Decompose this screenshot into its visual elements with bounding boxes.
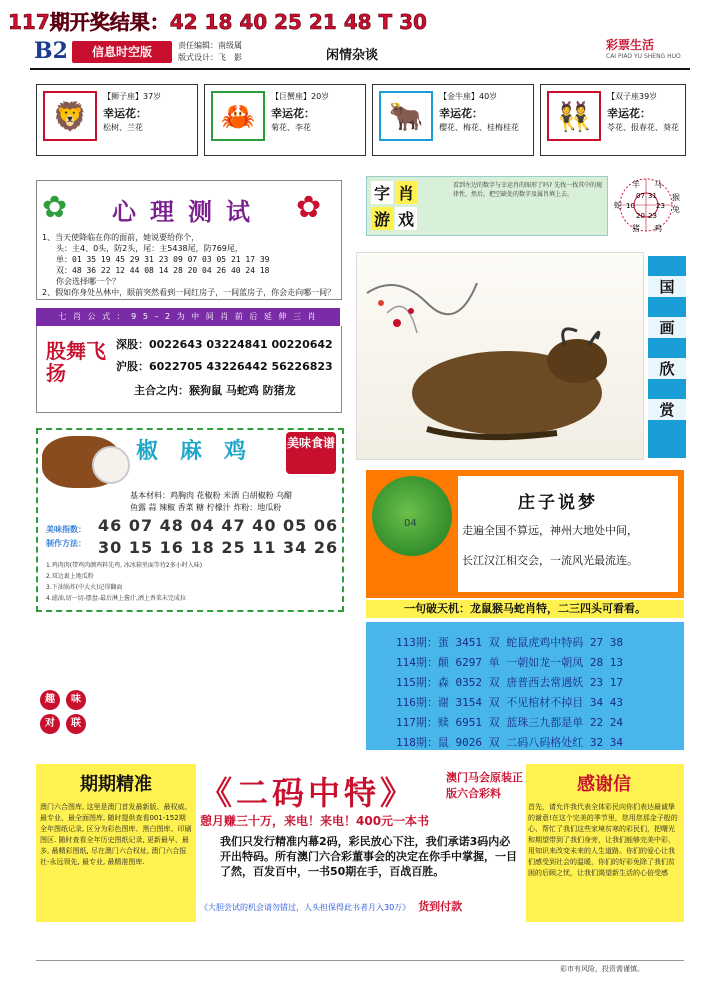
record-row: 117期：赎 6951 双 蓝珠三九都是单 22 24: [396, 716, 623, 729]
side-char: 赏: [648, 399, 686, 420]
wheel-number: 23: [656, 202, 665, 210]
step-4: 4.滤油,切一切-摆盘-最后淋上酱汁,洒上香菜末完成拉: [46, 595, 186, 602]
side-char: 画: [648, 317, 686, 338]
column-banner: 信息时空版: [72, 41, 172, 63]
step-2: 2.双边裹上地瓜粉: [46, 573, 94, 580]
flavor-index-label: 美味指数：: [46, 525, 86, 534]
zodiac-puzzle: [366, 176, 608, 236]
puzzle-instructions: 看到左边的数字与幸运肖的图形了吗? 先找一找其中的规律性，然后，把空缺处的数字及属肖填上去。: [453, 182, 603, 198]
zhuangzi-title: 庄子说梦: [518, 493, 598, 513]
number-row-2: 30 15 16 18 25 11 34 26: [98, 538, 339, 557]
couplet-char: 味: [66, 690, 86, 710]
wheel-label: 羊: [632, 180, 640, 189]
question-1-choice: 你会选择哪一个？: [56, 277, 120, 286]
psych-test-body: [42, 232, 338, 298]
lucky-flower-label: 幸运花：: [103, 107, 147, 120]
wheel-number: 23: [648, 212, 657, 220]
promo-section: [36, 764, 684, 922]
shanghai-stocks: 沪股：6022705 43226442 56226823: [116, 360, 333, 373]
wheel-label: 马: [654, 180, 662, 189]
ingredients: [130, 490, 338, 514]
ad-headline: 《二码中特》: [200, 774, 417, 812]
ad-side-text: 澳门马会原装正版六合彩料: [446, 771, 523, 800]
head-tail-row: 头：主4、0头，防2头，尾：主5438尾，防769尾，: [56, 244, 243, 253]
record-row: 118期：鼠 9026 双 二码八码格处红 32 34: [396, 736, 623, 749]
main-zodiac: 主合之内：猴狗鼠 马蛇鸡 防猪龙: [134, 384, 296, 397]
lucky-flower-label: 幸运花：: [271, 107, 315, 120]
lucky-flowers: 菊花、李花: [271, 123, 311, 132]
zodiac-card-cancer: [204, 84, 366, 156]
side-char: 欣: [648, 358, 686, 379]
record-row: 113期：蛋 3451 双 蛇鼠虎鸡中特码 27 38: [396, 636, 623, 649]
zodiac-card-gemini: [540, 84, 686, 156]
step-1: 1.鸡肉肉(带鸡肉颜鸡料先鸡, 冰冰箱里面等待2多小时入味): [46, 562, 203, 569]
wheel-label: 蛇: [614, 201, 622, 210]
clover-icon: ✿: [42, 190, 68, 225]
wheel-label: 猴: [672, 193, 680, 202]
question-1: 1、当天使降临在你的面前，她说要给你个，: [42, 233, 200, 242]
wheel-number: 10: [626, 202, 635, 210]
record-row: 116期：谢 3154 双 不见棺材不掉目 34 43: [396, 696, 623, 709]
flower-icon: ✿: [296, 190, 322, 225]
poem-line-1: 走遍全国不算远，神州大地处中间，: [462, 524, 638, 537]
wheel-label: 鸡: [654, 224, 662, 233]
wheel-number: 31: [648, 192, 657, 200]
zhuangzi-text-panel: [458, 476, 678, 592]
credits: [178, 40, 242, 64]
question-2: 2、假如你身处丛林中，眼前突然看到一间红房子，一间蓝房子，你会走向哪一间？: [42, 288, 336, 297]
zhuangzi-box: [366, 470, 684, 598]
accuracy-title: 期期精准: [80, 774, 152, 795]
step-3: 3.下油锅炸(中大火)记得翻面: [46, 584, 123, 591]
bull-icon: 🐂: [379, 91, 433, 141]
page-code: B2: [34, 38, 68, 64]
lotus-leaf-image: [372, 476, 452, 556]
designer-credit: 版式设计：飞 影: [178, 53, 242, 62]
method-label: 制作方法：: [46, 539, 86, 548]
footer-divider: [36, 960, 684, 961]
lucky-flowers: 苓花、报春花、葵花: [607, 123, 679, 132]
zodiac-sign: 【金牛座】40岁: [439, 92, 498, 101]
couplet-char: 趣: [40, 690, 60, 710]
couplet-char: 对: [40, 714, 60, 734]
crab-icon: 🦀: [211, 91, 265, 141]
puzzle-char: 字: [371, 181, 393, 204]
logo-subtext: CAI PIAO YU SHENG HUO: [606, 53, 681, 60]
zodiac-sign: 【狮子座】37岁: [103, 92, 162, 101]
lion-icon: 🦁: [43, 91, 97, 141]
record-row: 115期：森 0352 双 唐普西去常遇妖 23 17: [396, 676, 623, 689]
number-row-1: 46 07 48 04 47 40 05 06: [98, 516, 339, 535]
even-numbers-row: 双：48 36 22 12 44 08 14 28 20 04 26 40 24 18: [56, 266, 270, 275]
period-records: [366, 622, 684, 750]
thanks-text: 首先，请允许我代表全体彩民向你们表达最诚挚的谢意!在这个完美的季节里，您用您那金子般的心、帮忙了我们这些家境贫寒的彩民们，把曙光和期望带到了我们身旁，让我们能够完美中彩，用知识来改变未来的人生道路。你们的爱心让我们感受到社会的温暖，你们的好彩免除了我们贫困的后顾之忧，让我们渴望新生活的心倍受感: [528, 803, 678, 877]
lucky-flowers: 松树、兰花: [103, 123, 143, 132]
side-char: 国: [648, 276, 686, 297]
stock-logo: 股舞飞扬: [46, 339, 106, 385]
wheel-number: 07: [636, 192, 645, 200]
recipe-badge: 美味食谱: [286, 432, 336, 474]
accuracy-text: 澳门六合图库, 这里是澳门首发最新版、最权威、最专业、最全面图库, 随时提供查看001-152期全年图纸记录, 区分为彩色图库、黑白图库、印刷图区. 随时查看全年历史图纸记录, 更新最早、最多, 最精彩图纸, 尽在澳门六合权址, 澳门六合报社-永远领先, 最专业, 最精准图库.: [40, 803, 192, 866]
logo-text: 彩票生活: [606, 38, 655, 52]
puzzle-char: 肖: [395, 181, 417, 204]
ingredients-line-2: 鱼露 蒜 辣椒 香菜 糖 柠檬汁 炸粉：地瓜粉: [130, 503, 282, 512]
zodiac-sign: 【巨蟹座】20岁: [271, 92, 330, 101]
zodiac-card-taurus: [372, 84, 534, 156]
ingredients-line-1: 基本材料：鸡胸肉 花椒粉 米酒 白胡椒粉 乌醋: [130, 491, 293, 500]
poem-line-2: 长江汉江相交会，一流风光最流连。: [462, 554, 638, 567]
thanks-title: 感谢信: [577, 774, 631, 795]
record-row: 114期：颠 6297 单 一朝如龙一朝凤 28 13: [396, 656, 623, 669]
draw-result-title: 117期开奖结果：42 18 40 25 21 48 T 30: [8, 10, 427, 34]
zodiac-card-leo: [36, 84, 198, 156]
ad-note-text: 《大胆尝试的机会请勿错过，人头担保得此书者月入30万》: [200, 903, 411, 912]
ad-promise: 我们只发行精准内幕2码，彩民放心下注，我们承诺3码内必开出特码。所有澳门六合彩董事会的决定在你手中掌握，一目了然，百发百中，一书50期在手，百战百胜。: [220, 835, 517, 878]
wheel-label: 兔: [672, 205, 680, 214]
section-title: 闲情杂谈: [326, 48, 379, 63]
editor-credit: 责任编辑：南级属: [178, 41, 242, 50]
ad-slogan: 憩月赚三十万，来电！来电！400元一本书: [200, 814, 430, 828]
publication-logo: [606, 36, 681, 60]
ox-painting-image: [357, 253, 643, 459]
recipe-title: 椒麻鸡: [136, 439, 269, 464]
accuracy-panel: [40, 770, 192, 916]
rice-bowl-image: [92, 446, 130, 484]
puzzle-char: 戏: [395, 207, 417, 230]
twins-icon: 👯: [547, 91, 601, 141]
hint-ticker: 一句破天机：龙鼠猴马蛇肖特，二三四头可看看。: [366, 600, 684, 618]
ink-painting-ox: [356, 252, 644, 460]
risk-disclaimer: 彩市有风险，投资需谨慎。: [560, 965, 644, 973]
lotus-number: 04: [404, 518, 417, 529]
lucky-flower-label: 幸运花：: [607, 107, 651, 120]
lucky-flower-label: 幸运花：: [439, 107, 483, 120]
zodiac-wheel: [610, 176, 682, 234]
wheel-label: 猪: [632, 224, 640, 233]
odd-numbers-row: 单：01 35 19 45 29 31 23 09 07 03 05 21 17 39: [56, 255, 270, 264]
zodiac-formula: 七 肖 公 式 ： 9 5 – 2 为 中 间 肖 前 后 延 伸 三 肖: [36, 308, 340, 326]
psych-test-title: 心理测试: [112, 198, 264, 226]
ad-note: [200, 898, 462, 914]
cash-on-delivery: 货到付款: [418, 900, 463, 913]
lucky-flowers: 樱花、梅花、桂梅桂花: [439, 123, 519, 132]
shenzhen-stocks: 深股：0022643 03224841 00220642: [116, 338, 333, 351]
couplet-char: 联: [66, 714, 86, 734]
two-code-ad: [196, 764, 526, 922]
thanks-letter: [528, 770, 680, 916]
painting-side-label: [648, 256, 686, 458]
wheel-number: 20: [636, 212, 645, 220]
puzzle-char: 游: [371, 207, 393, 230]
zodiac-sign: 【双子座39岁: [607, 92, 658, 101]
recipe-steps: [46, 560, 334, 604]
